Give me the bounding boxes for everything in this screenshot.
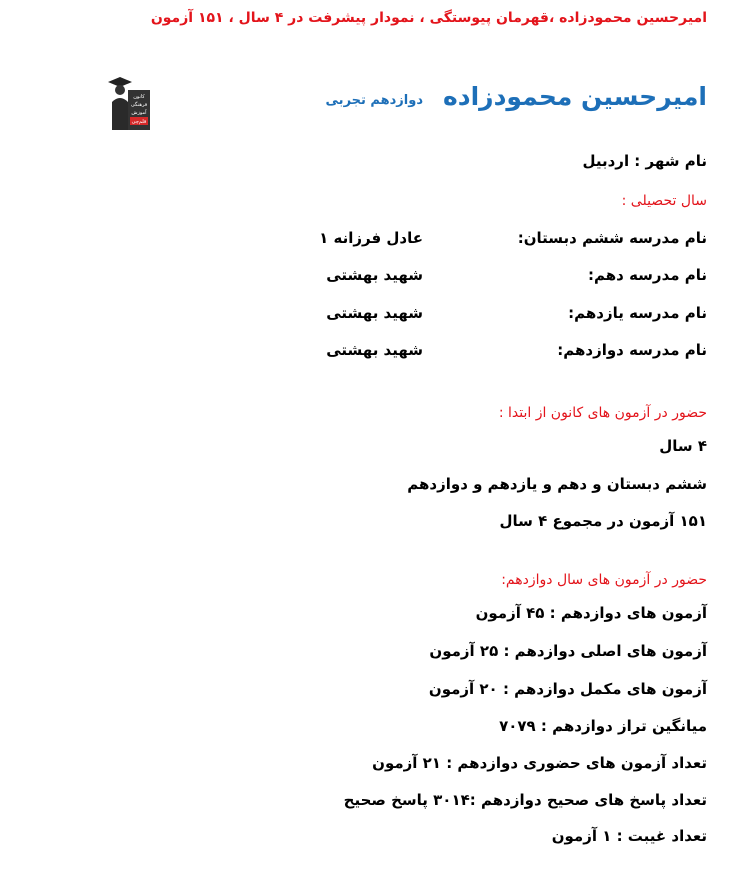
school-label-10: نام مدرسه دهم: (588, 266, 707, 284)
kanoon-logo-icon (106, 72, 154, 132)
attendance-since-start-heading: حضور در آزمون های کانون از ابتدا : (498, 405, 707, 421)
school-value-6: عادل فرزانه ۱ (319, 229, 423, 247)
academic-year-heading: سال تحصیلی : (621, 193, 707, 209)
page-title: امیرحسین محمودزاده ،قهرمان پیوستگی ، نمودار پیشرفت در ۴ سال ، ۱۵۱ آزمون (150, 10, 707, 26)
grade12-in-person-exams: تعداد آزمون های حضوری دوازدهم : ۲۱ آزمون (372, 754, 707, 772)
svg-text:قلم‌چی: قلم‌چی (131, 119, 147, 125)
grades-attended: ششم دبستان و دهم و یازدهم و دوازدهم (407, 475, 707, 493)
grade12-main-exams: آزمون های اصلی دوازدهم : ۲۵ آزمون (429, 642, 707, 660)
grade12-supplementary-exams: آزمون های مکمل دوازدهم : ۲۰ آزمون (428, 680, 707, 698)
school-label-11: نام مدرسه یازدهم: (568, 304, 707, 322)
absence-count: تعداد غیبت : ۱ آزمون (551, 827, 707, 845)
school-label-12: نام مدرسه دوازدهم: (557, 341, 707, 359)
student-name: امیرحسین محمودزاده (443, 82, 707, 111)
grade-label: دوازدهم تجربی (325, 93, 423, 108)
grade12-correct-answers: تعداد پاسخ های صحیح دوازدهم :۳۰۱۴ پاسخ صحیح (343, 791, 707, 809)
school-value-11: شهید بهشتی (326, 304, 423, 322)
city-line: نام شهر : اردبیل (582, 152, 707, 170)
attendance-grade12-heading: حضور در آزمون های سال دوازدهم: (501, 572, 707, 588)
grade12-average-score: میانگین تراز دوازدهم : ۷۰۷۹ (499, 717, 707, 735)
school-label-6: نام مدرسه ششم دبستان: (517, 229, 707, 247)
svg-text:آموزش: آموزش (131, 110, 147, 116)
total-exams: ۱۵۱ آزمون در مجموع ۴ سال (499, 512, 707, 530)
school-value-12: شهید بهشتی (326, 341, 423, 359)
school-value-10: شهید بهشتی (326, 266, 423, 284)
svg-text:کانون: کانون (133, 94, 145, 100)
svg-text:فرهنگی: فرهنگی (130, 102, 148, 108)
years-count: ۴ سال (659, 437, 707, 455)
grade12-exams: آزمون های دوازدهم : ۴۵ آزمون (475, 604, 707, 622)
